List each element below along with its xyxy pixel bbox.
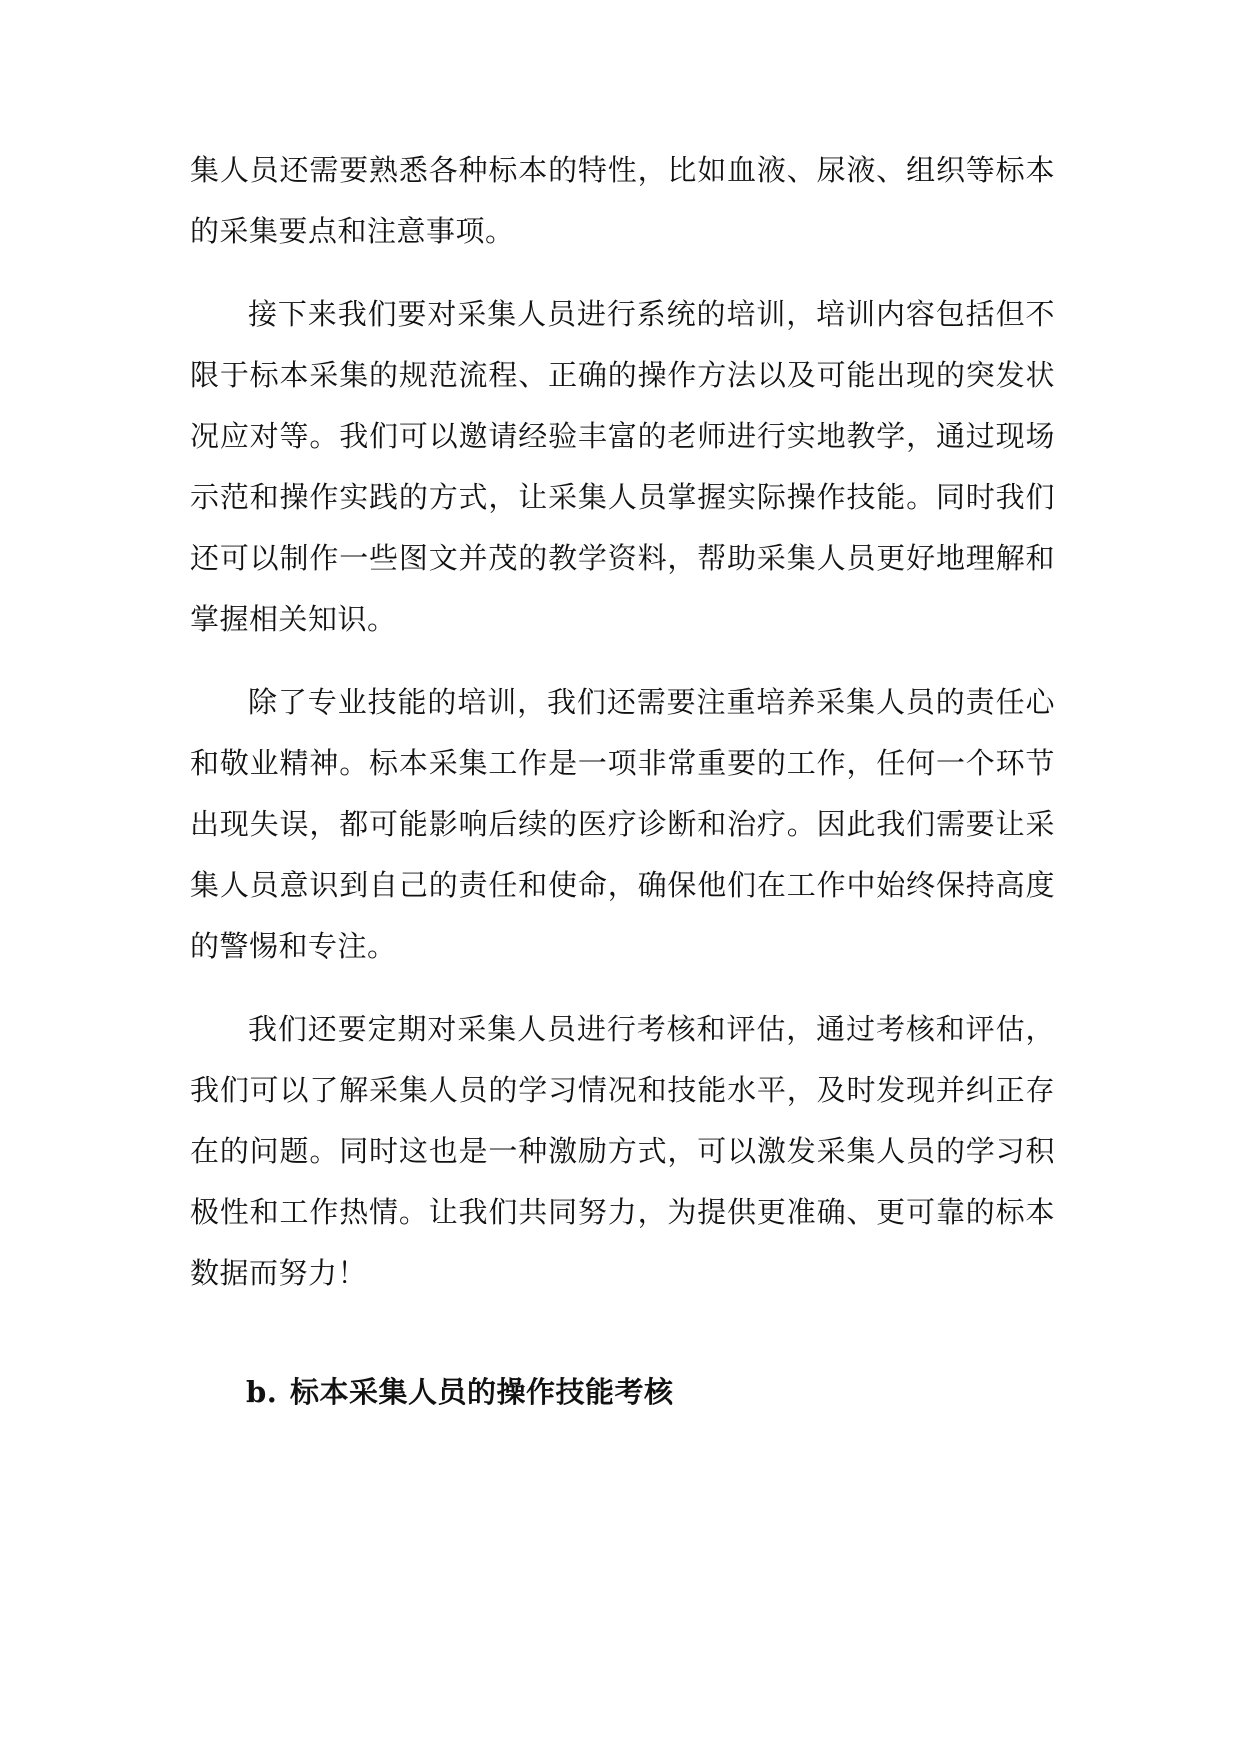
paragraph-continuation: 集人员还需要熟悉各种标本的特性，比如血液、尿液、组织等标本的采集要点和注意事项。 <box>190 153 1055 248</box>
section-heading-marker: b. <box>246 1375 278 1409</box>
paragraph-training: 接下来我们要对采集人员进行系统的培训，培训内容包括但不限于标本采集的规范流程、正确的操作方法以及可能出现的突发状况应对等。我们可以邀请经验丰富的老师进行实地教学，通过现场示范和操作实践的方式，让采集人员掌握实际操作技能。同时我们还可以制作一些图文并茂的教学资料，帮助采集人员更好地理解和掌握相关知识。 <box>190 297 1055 636</box>
paragraph-assessment: 我们还要定期对采集人员进行考核和评估，通过考核和评估，我们可以了解采集人员的学习情况和技能水平，及时发现并纠正存在的问题。同时这也是一种激励方式，可以激发采集人员的学习积极性和工作热情。让我们共同努力，为提供更准确、更可靠的标本数据而努力！ <box>190 1012 1055 1290</box>
paragraph-responsibility: 除了专业技能的培训，我们还需要注重培养采集人员的责任心和敬业精神。标本采集工作是一项非常重要的工作，任何一个环节出现失误，都可能影响后续的医疗诊断和治疗。因此我们需要让采集人员意识到自己的责任和使命，确保他们在工作中始终保持高度的警惕和专注。 <box>190 685 1055 963</box>
section-heading-title: 标本采集人员的操作技能考核 <box>290 1375 674 1409</box>
section-heading <box>246 1367 1055 1417</box>
document-body <box>190 140 1055 1417</box>
